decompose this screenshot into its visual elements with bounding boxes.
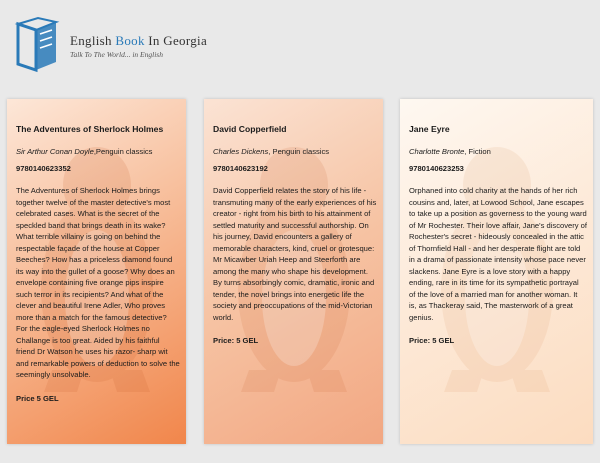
book-author	[16, 147, 180, 156]
book-description: Orphaned into cold charity at the hands of her rich cousins and, later, at Lowood School, Jane escapes to take up a position as governess to the young ward of Mr Rochester. Their love affair, Jane's discovery of Rochester's secret - hideously concealed in the attic of Thornfield Hall - and her desperate flight are told in a drama of passionate intensity whose pace never slackens. Jane Eyre is a love story with a happy ending, rare in its time for its sympathetic portrayal of the love of a married man for another woman. It is, as Thackeray said, The masterwork of a great genius.	[409, 186, 588, 322]
site-title[interactable]	[70, 33, 207, 49]
book-author	[409, 147, 587, 156]
author-name: Charles Dickens	[213, 147, 269, 156]
site-tagline: Talk To The World... in English	[70, 50, 163, 59]
author-name: Charlotte Bronte	[409, 147, 465, 156]
publisher: ,Penguin classics	[93, 147, 153, 156]
book-description: David Copperfield relates the story of his life - transmuting many of the early experiences of his creator - right from his birth to his attainment of settled maturity and successful authorship. On his journey, David encounters a gallery of memorable characters, kind, cruel or grotesque: Mr Micawber Uriah Heep and Steerforth are among the many who shape his development. By turns absorbingly comic, dramatic, ironic and tender, the novel brings into energetic life the society and preoccupations of the mid-Victorian world.	[213, 186, 377, 322]
book-price: Price: 5 GEL	[409, 336, 455, 345]
publisher: , Fiction	[464, 147, 491, 156]
open-book-icon[interactable]	[12, 14, 64, 74]
book-description: The Adventures of Sherlock Holmes brings together twelve of the master detective's most celebrated cases. What is the secret of the speckled band that brings death in its wake? What terrible villainy is going on behind the respectable façade of the house at Copper Beeches? How has a priceless diamond found its way into the gullet of a goose? Why does an envelope containing five orange pips inspire such terror in its recipients? And what of the clever and beautiful Irene Adler, Who proves more than a match for the famous detective? For the eagle-eyed Sherlock Holmes no Challange is too great. Aided by his faithful friend Dr Watson he uses his razor- sharp wit and remarkable powers of deduction to solve the seemingly unsolvable.	[16, 186, 180, 379]
book-title[interactable]: The Adventures of Sherlock Holmes	[16, 124, 164, 134]
publisher: , Penguin classics	[268, 147, 330, 156]
book-card-jane-eyre[interactable]	[400, 99, 593, 444]
book-price: Price 5 GEL	[16, 393, 59, 403]
site-header	[0, 0, 600, 92]
book-author	[213, 147, 377, 156]
site-title-accent: Book	[115, 33, 145, 48]
book-price: Price: 5 GEL	[213, 336, 259, 345]
book-title[interactable]: David Copperfield	[213, 124, 287, 134]
author-name: Sir Arthur Conan Doyle	[16, 147, 94, 156]
book-isbn: 9780140623352	[16, 164, 71, 173]
book-title[interactable]: Jane Eyre	[409, 124, 450, 134]
book-card-sherlock-holmes[interactable]	[7, 99, 186, 444]
book-isbn: 9780140623192	[213, 164, 268, 173]
site-title-part1: English	[70, 33, 116, 48]
site-title-part2: In Georgia	[144, 33, 208, 48]
book-isbn: 9780140623253	[409, 164, 464, 173]
book-card-david-copperfield[interactable]	[204, 99, 383, 444]
